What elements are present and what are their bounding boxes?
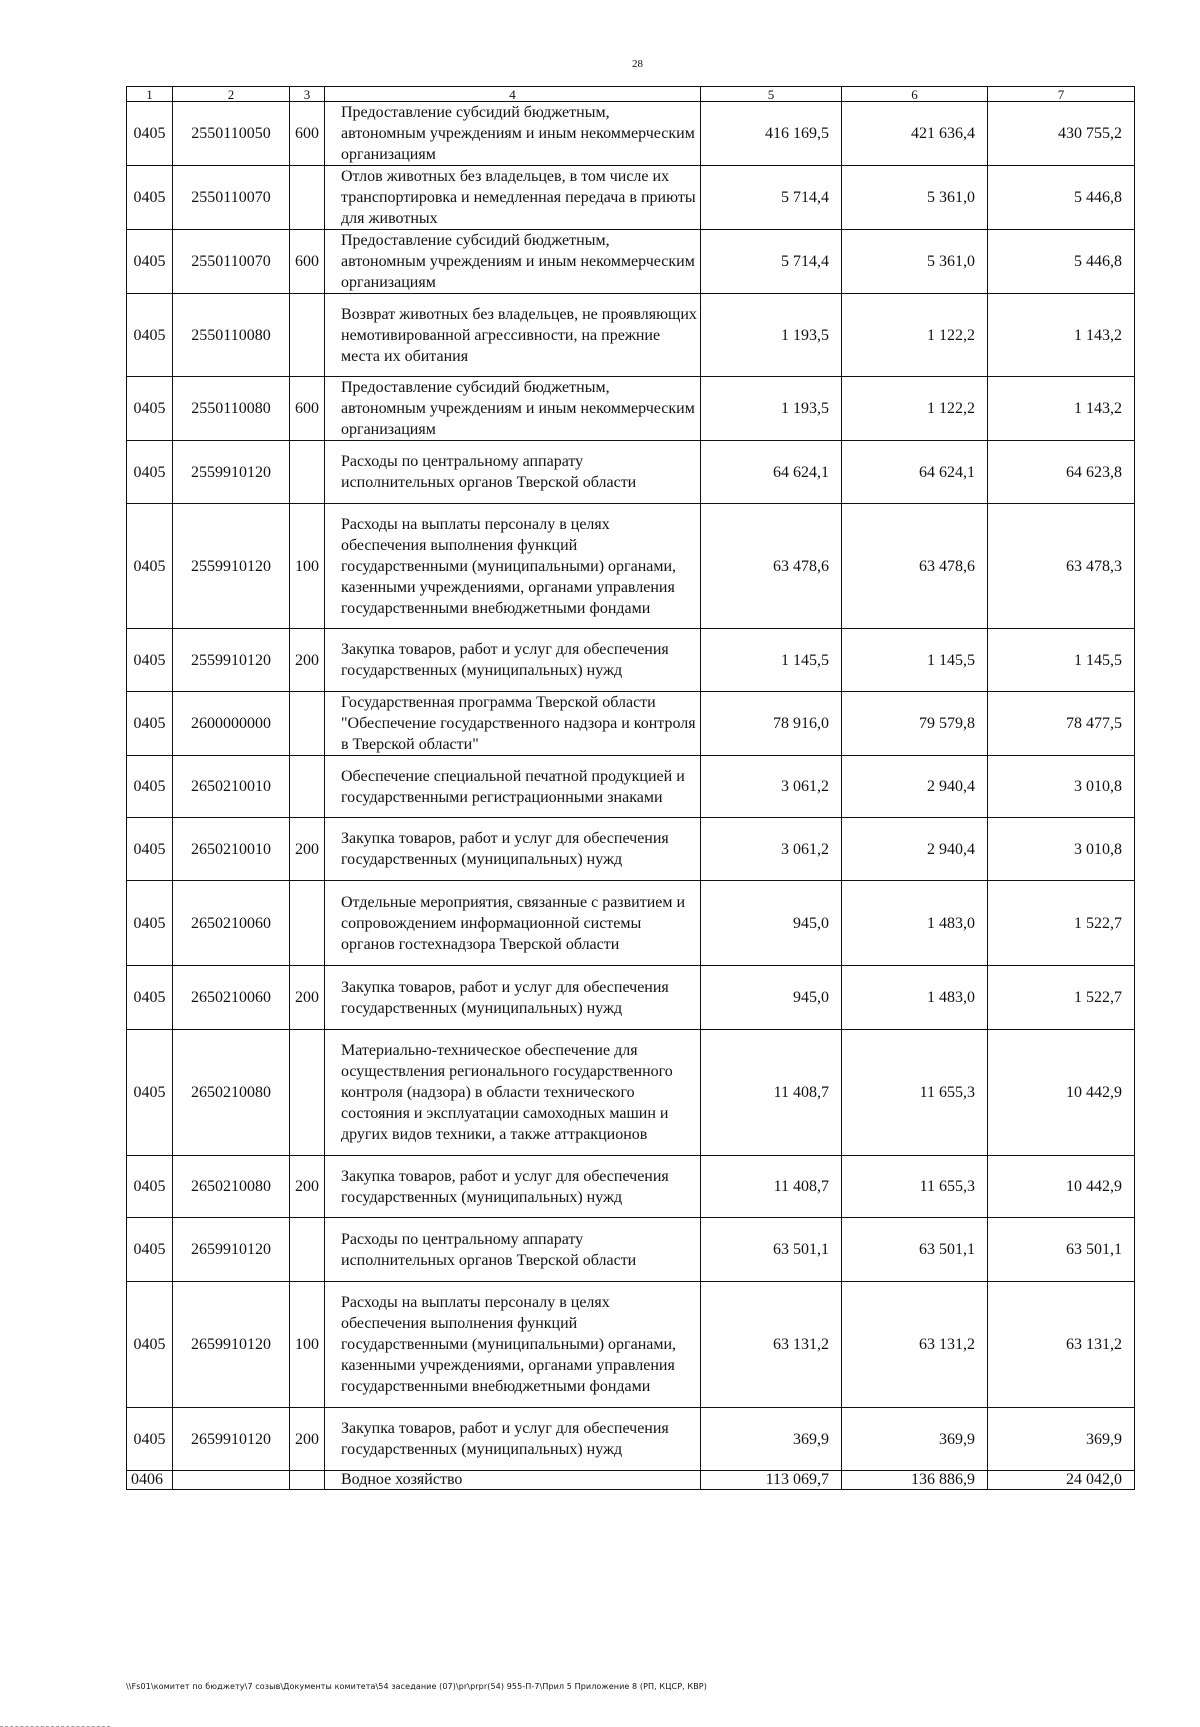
- section-cell: 0405: [127, 504, 173, 629]
- section-cell: 0405: [127, 1408, 173, 1471]
- amount-col7-cell: 1 143,2: [988, 377, 1135, 441]
- expense-type-cell: 200: [290, 818, 325, 881]
- amount-col7-cell: 1 522,7: [988, 966, 1135, 1030]
- amount-col5-cell: 945,0: [701, 881, 842, 966]
- table-row: [127, 166, 1135, 230]
- amount-col5-cell: 113 069,7: [701, 1471, 842, 1490]
- amount-col7-cell: 1 145,5: [988, 629, 1135, 692]
- description-cell: Закупка товаров, работ и услуг для обеспечения государственных (муниципальных) нужд: [325, 629, 701, 692]
- description-cell: Расходы по центральному аппарату исполнительных органов Тверской области: [325, 1218, 701, 1282]
- description-cell: Предоставление субсидий бюджетным, автономным учреждениям и иным некоммерческим организациям: [325, 377, 701, 441]
- amount-col5-cell: 78 916,0: [701, 692, 842, 756]
- expense-type-cell: 600: [290, 102, 325, 166]
- section-cell: 0405: [127, 294, 173, 377]
- code-cell: 2550110070: [173, 230, 290, 294]
- amount-col5-cell: 945,0: [701, 966, 842, 1030]
- code-cell: 2559910120: [173, 504, 290, 629]
- amount-col6-cell: 136 886,9: [842, 1471, 988, 1490]
- amount-col6-cell: 1 145,5: [842, 629, 988, 692]
- table-row: [127, 1218, 1135, 1282]
- budget-table: [126, 86, 1135, 1490]
- expense-type-cell: [290, 756, 325, 818]
- amount-col5-cell: 64 624,1: [701, 441, 842, 504]
- expense-type-cell: 200: [290, 1156, 325, 1218]
- amount-col6-cell: 369,9: [842, 1408, 988, 1471]
- section-cell: 0405: [127, 629, 173, 692]
- amount-col7-cell: 3 010,8: [988, 756, 1135, 818]
- section-cell: 0405: [127, 1030, 173, 1156]
- expense-type-cell: 600: [290, 377, 325, 441]
- section-cell: 0405: [127, 1218, 173, 1282]
- expense-type-cell: [290, 881, 325, 966]
- table-row: [127, 1471, 1135, 1490]
- amount-col5-cell: 63 501,1: [701, 1218, 842, 1282]
- amount-col7-cell: 63 478,3: [988, 504, 1135, 629]
- amount-col7-cell: 63 501,1: [988, 1218, 1135, 1282]
- amount-col7-cell: 5 446,8: [988, 166, 1135, 230]
- expense-type-cell: [290, 1471, 325, 1490]
- amount-col5-cell: 1 145,5: [701, 629, 842, 692]
- amount-col6-cell: 1 122,2: [842, 294, 988, 377]
- amount-col7-cell: 24 042,0: [988, 1471, 1135, 1490]
- section-cell: 0405: [127, 692, 173, 756]
- amount-col5-cell: 5 714,4: [701, 166, 842, 230]
- code-cell: 2559910120: [173, 441, 290, 504]
- expense-type-cell: [290, 692, 325, 756]
- description-cell: Отдельные мероприятия, связанные с развитием и сопровождением информационной системы органов гостехнадзора Тверской области: [325, 881, 701, 966]
- amount-col7-cell: 430 755,2: [988, 102, 1135, 166]
- table-row: [127, 1282, 1135, 1408]
- code-cell: 2550110050: [173, 102, 290, 166]
- section-cell: 0405: [127, 756, 173, 818]
- amount-col5-cell: 369,9: [701, 1408, 842, 1471]
- table-row: [127, 818, 1135, 881]
- amount-col5-cell: 3 061,2: [701, 818, 842, 881]
- table-row: [127, 441, 1135, 504]
- amount-col7-cell: 10 442,9: [988, 1156, 1135, 1218]
- amount-col7-cell: 1 143,2: [988, 294, 1135, 377]
- code-cell: 2659910120: [173, 1408, 290, 1471]
- section-cell: 0405: [127, 1156, 173, 1218]
- table-row: [127, 504, 1135, 629]
- description-cell: Водное хозяйство: [325, 1471, 701, 1490]
- column-header-2: 2: [173, 87, 290, 102]
- code-cell: 2650210060: [173, 881, 290, 966]
- code-cell: 2550110080: [173, 377, 290, 441]
- amount-col7-cell: 10 442,9: [988, 1030, 1135, 1156]
- amount-col5-cell: 11 408,7: [701, 1156, 842, 1218]
- amount-col6-cell: 2 940,4: [842, 756, 988, 818]
- table-row: [127, 1156, 1135, 1218]
- code-cell: 2659910120: [173, 1218, 290, 1282]
- code-cell: 2600000000: [173, 692, 290, 756]
- section-cell: 0405: [127, 966, 173, 1030]
- amount-col6-cell: 79 579,8: [842, 692, 988, 756]
- code-cell: 2650210060: [173, 966, 290, 1030]
- amount-col5-cell: 11 408,7: [701, 1030, 842, 1156]
- description-cell: Расходы по центральному аппарату исполнительных органов Тверской области: [325, 441, 701, 504]
- expense-type-cell: [290, 294, 325, 377]
- amount-col7-cell: 1 522,7: [988, 881, 1135, 966]
- code-cell: 2650210010: [173, 756, 290, 818]
- table-row: [127, 377, 1135, 441]
- description-cell: Закупка товаров, работ и услуг для обеспечения государственных (муниципальных) нужд: [325, 1408, 701, 1471]
- amount-col6-cell: 5 361,0: [842, 166, 988, 230]
- code-cell: 2550110070: [173, 166, 290, 230]
- code-cell: 2650210080: [173, 1030, 290, 1156]
- amount-col6-cell: 2 940,4: [842, 818, 988, 881]
- amount-col5-cell: 3 061,2: [701, 756, 842, 818]
- expense-type-cell: 200: [290, 629, 325, 692]
- table-row: [127, 756, 1135, 818]
- expense-type-cell: [290, 1030, 325, 1156]
- description-cell: Материально-техническое обеспечение для осуществления регионального государственного контроля (надзора) в области технического состояния и эксплуатации самоходных машин и других видов техники, а также аттракционов: [325, 1030, 701, 1156]
- amount-col6-cell: 11 655,3: [842, 1030, 988, 1156]
- section-cell: 0405: [127, 818, 173, 881]
- description-cell: Предоставление субсидий бюджетным, автономным учреждениям и иным некоммерческим организациям: [325, 230, 701, 294]
- expense-type-cell: 600: [290, 230, 325, 294]
- column-number-row: [127, 87, 1135, 102]
- column-header-3: 3: [290, 87, 325, 102]
- amount-col6-cell: 64 624,1: [842, 441, 988, 504]
- section-cell: 0405: [127, 230, 173, 294]
- section-cell: 0405: [127, 881, 173, 966]
- description-cell: Возврат животных без владельцев, не проявляющих немотивированной агрессивности, на прежние места их обитания: [325, 294, 701, 377]
- expense-type-cell: 200: [290, 966, 325, 1030]
- page-number: 28: [632, 58, 643, 70]
- expense-type-cell: 100: [290, 504, 325, 629]
- section-cell: 0405: [127, 166, 173, 230]
- table-row: [127, 294, 1135, 377]
- footer-file-path: \\Fs01\комитет по бюджету\7 созыв\Документы комитета\54 заседание (07)\pr\prpr(54) 955-П-7\Прил 5 Приложение 8 (РП, КЦСР, КВР): [126, 1682, 707, 1691]
- expense-type-cell: 200: [290, 1408, 325, 1471]
- code-cell: 2559910120: [173, 629, 290, 692]
- amount-col5-cell: 1 193,5: [701, 294, 842, 377]
- code-cell: 2650210080: [173, 1156, 290, 1218]
- description-cell: Расходы на выплаты персоналу в целях обеспечения выполнения функций государственными (муниципальными) органами, казенными учреждениями, органами управления государственными внебюджетными фондами: [325, 1282, 701, 1408]
- section-cell: 0405: [127, 102, 173, 166]
- column-header-6: 6: [842, 87, 988, 102]
- code-cell: 2659910120: [173, 1282, 290, 1408]
- amount-col5-cell: 63 131,2: [701, 1282, 842, 1408]
- section-cell: 0405: [127, 441, 173, 504]
- amount-col7-cell: 63 131,2: [988, 1282, 1135, 1408]
- expense-type-cell: [290, 166, 325, 230]
- table-row: [127, 1030, 1135, 1156]
- amount-col6-cell: 63 501,1: [842, 1218, 988, 1282]
- description-cell: Государственная программа Тверской области "Обеспечение государственного надзора и контроля в Тверской области": [325, 692, 701, 756]
- code-cell: 2550110080: [173, 294, 290, 377]
- description-cell: Отлов животных без владельцев, в том числе их транспортировка и немедленная передача в приюты для животных: [325, 166, 701, 230]
- section-cell: 0406: [127, 1471, 173, 1490]
- table-row: [127, 102, 1135, 166]
- table-row: [127, 966, 1135, 1030]
- code-cell: 2650210010: [173, 818, 290, 881]
- amount-col6-cell: 1 122,2: [842, 377, 988, 441]
- amount-col5-cell: 416 169,5: [701, 102, 842, 166]
- amount-col6-cell: 1 483,0: [842, 881, 988, 966]
- amount-col6-cell: 63 478,6: [842, 504, 988, 629]
- table-row: [127, 230, 1135, 294]
- section-cell: 0405: [127, 377, 173, 441]
- description-cell: Закупка товаров, работ и услуг для обеспечения государственных (муниципальных) нужд: [325, 1156, 701, 1218]
- amount-col7-cell: 3 010,8: [988, 818, 1135, 881]
- amount-col6-cell: 5 361,0: [842, 230, 988, 294]
- table-body: [127, 87, 1135, 1490]
- amount-col7-cell: 369,9: [988, 1408, 1135, 1471]
- expense-type-cell: 100: [290, 1282, 325, 1408]
- amount-col7-cell: 5 446,8: [988, 230, 1135, 294]
- amount-col6-cell: 421 636,4: [842, 102, 988, 166]
- column-header-1: 1: [127, 87, 173, 102]
- amount-col6-cell: 63 131,2: [842, 1282, 988, 1408]
- amount-col5-cell: 5 714,4: [701, 230, 842, 294]
- section-cell: 0405: [127, 1282, 173, 1408]
- table-row: [127, 1408, 1135, 1471]
- column-header-5: 5: [701, 87, 842, 102]
- description-cell: Закупка товаров, работ и услуг для обеспечения государственных (муниципальных) нужд: [325, 966, 701, 1030]
- table-row: [127, 692, 1135, 756]
- expense-type-cell: [290, 441, 325, 504]
- code-cell: [173, 1471, 290, 1490]
- amount-col7-cell: 64 623,8: [988, 441, 1135, 504]
- amount-col5-cell: 63 478,6: [701, 504, 842, 629]
- description-cell: Расходы на выплаты персоналу в целях обеспечения выполнения функций государственными (муниципальными) органами, казенными учреждениями, органами управления государственными внебюджетными фондами: [325, 504, 701, 629]
- description-cell: Закупка товаров, работ и услуг для обеспечения государственных (муниципальных) нужд: [325, 818, 701, 881]
- table-row: [127, 629, 1135, 692]
- expense-type-cell: [290, 1218, 325, 1282]
- table-row: [127, 881, 1135, 966]
- amount-col6-cell: 11 655,3: [842, 1156, 988, 1218]
- amount-col5-cell: 1 193,5: [701, 377, 842, 441]
- description-cell: Предоставление субсидий бюджетным, автономным учреждениям и иным некоммерческим организациям: [325, 102, 701, 166]
- description-cell: Обеспечение специальной печатной продукцией и государственными регистрационными знаками: [325, 756, 701, 818]
- column-header-4: 4: [325, 87, 701, 102]
- column-header-7: 7: [988, 87, 1135, 102]
- amount-col6-cell: 1 483,0: [842, 966, 988, 1030]
- amount-col7-cell: 78 477,5: [988, 692, 1135, 756]
